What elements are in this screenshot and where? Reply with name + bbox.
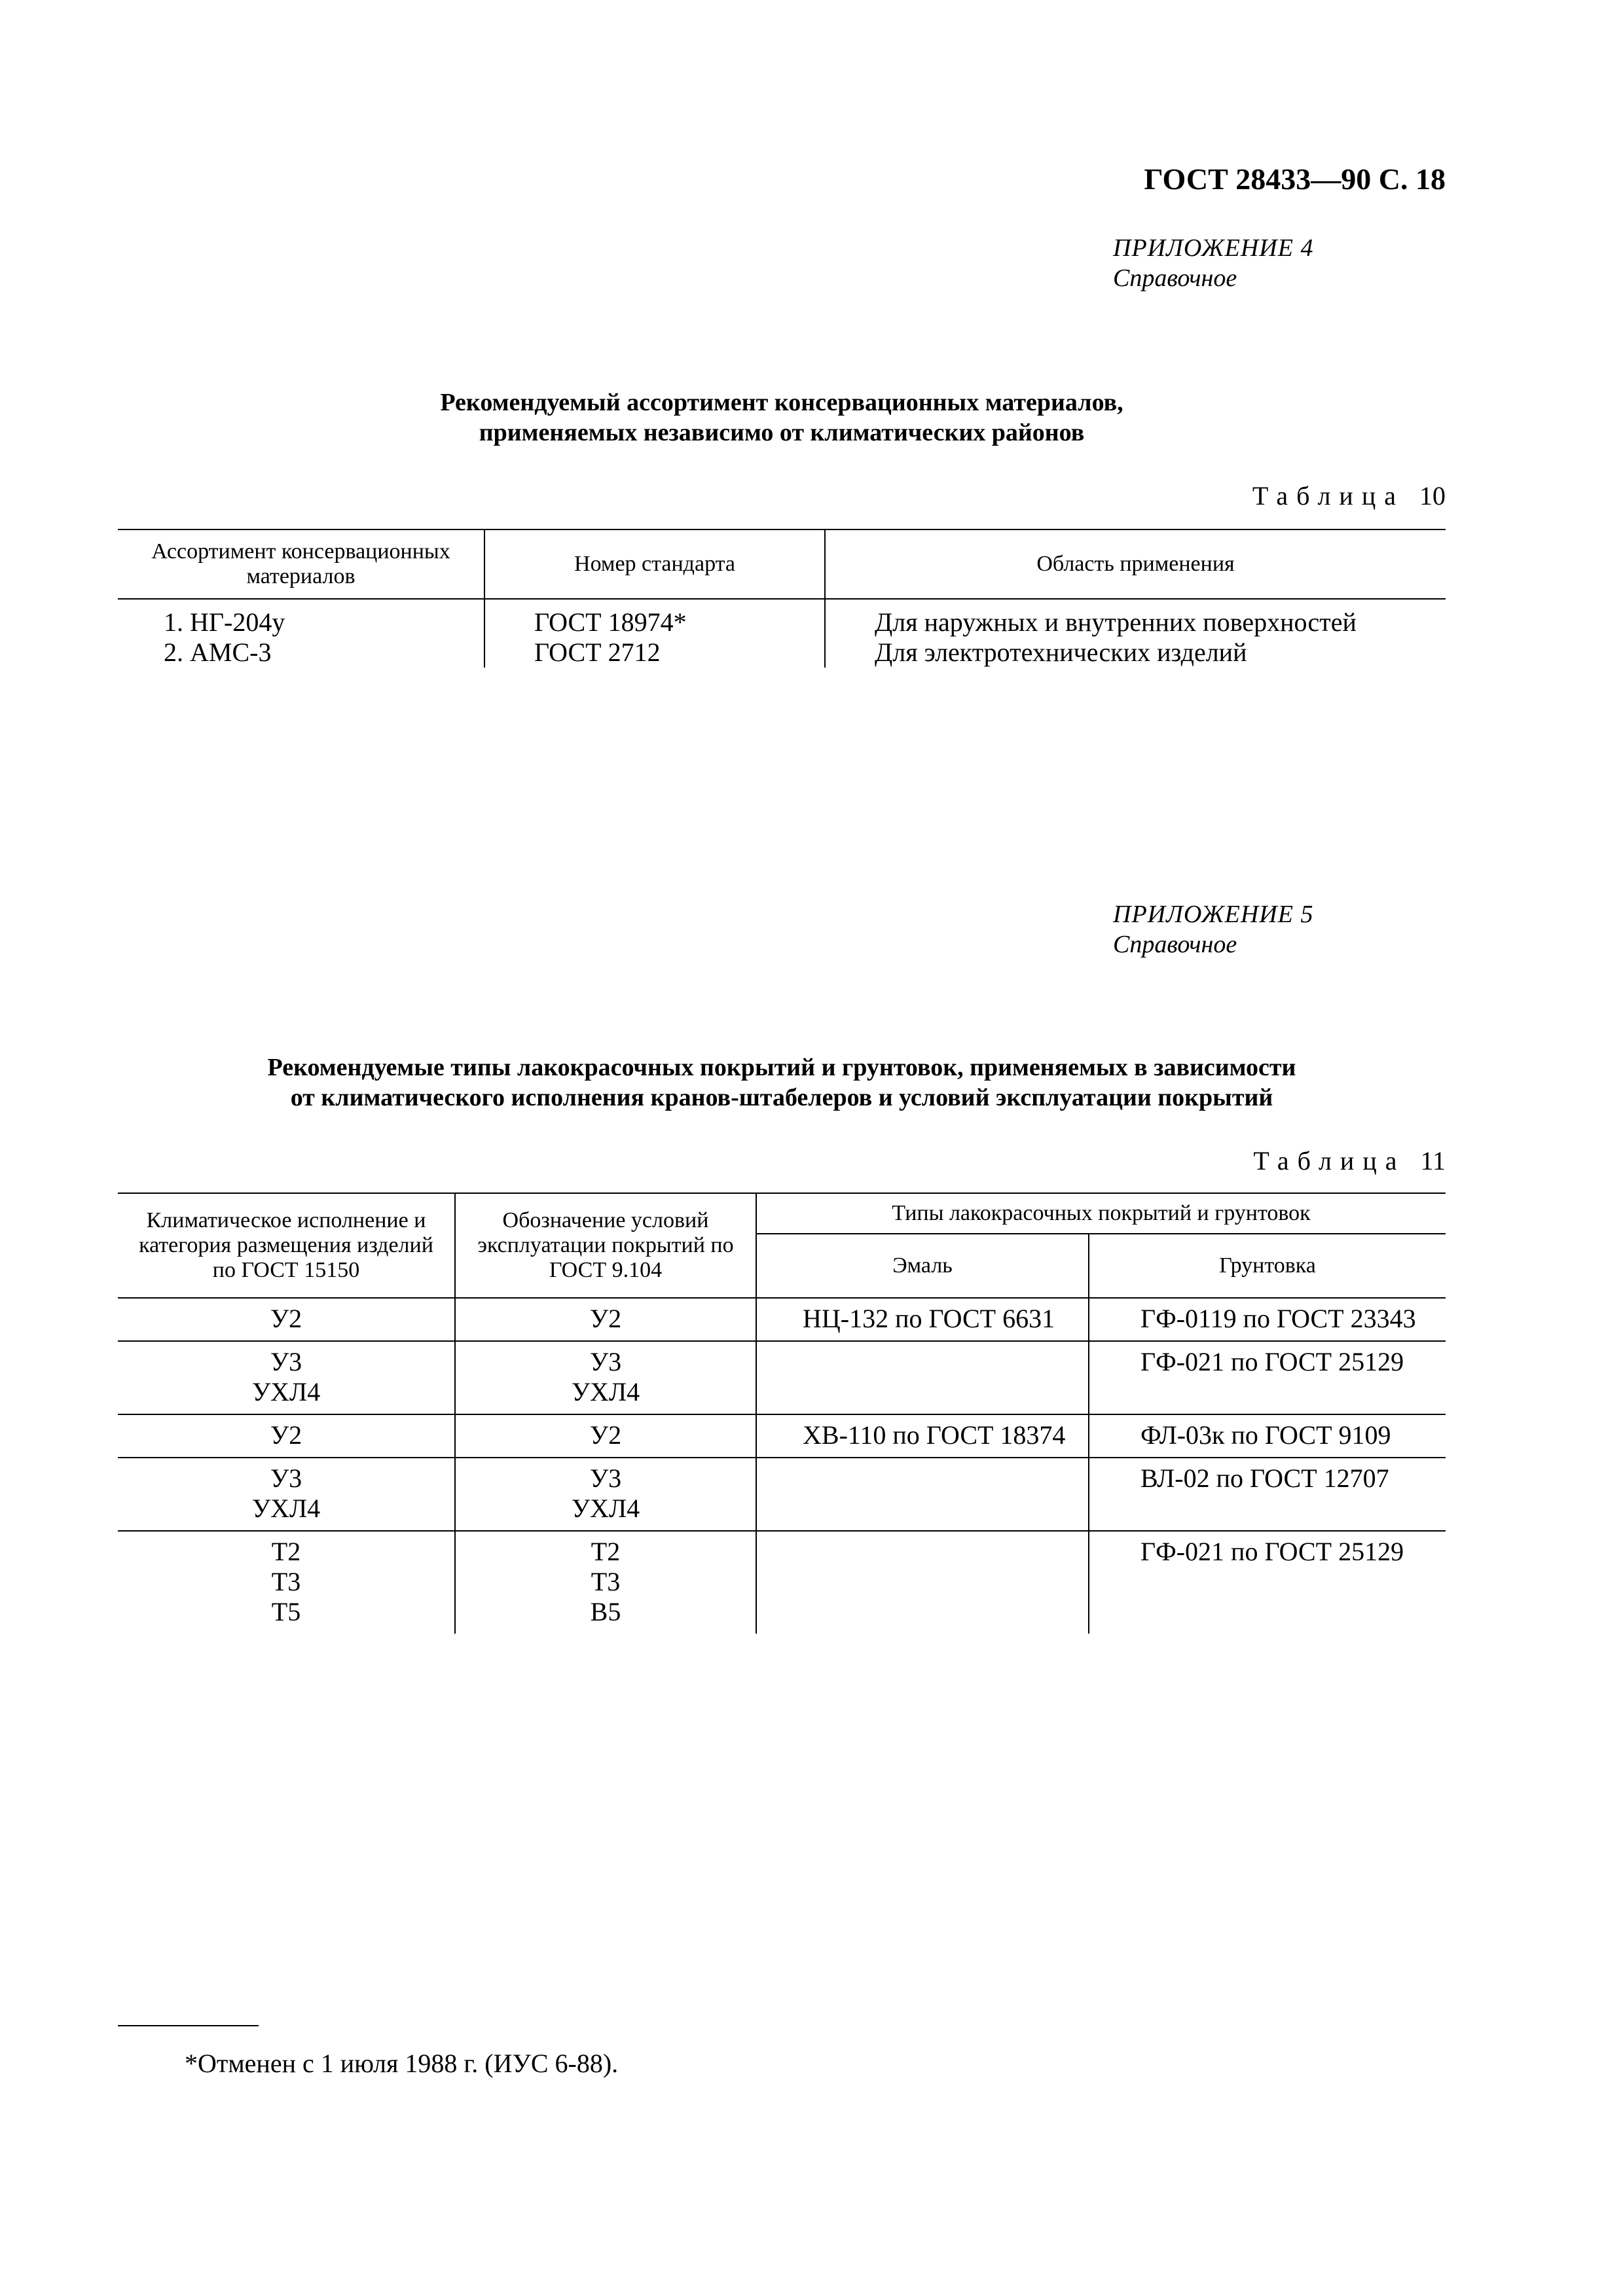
table-10-label <box>982 480 1446 512</box>
conditions-code: У3 <box>589 1463 622 1493</box>
climate-code: Т3 <box>271 1567 301 1596</box>
table-11-row <box>118 1531 1446 1634</box>
table-10-area: Для электротехнических изделий <box>875 637 1247 667</box>
table-11-enamel-cell <box>756 1458 1089 1531</box>
table-11-climate-cell <box>118 1298 455 1341</box>
appendix-4-label: ПРИЛОЖЕНИЕ 4 <box>1113 234 1314 262</box>
table-11-conditions-cell <box>455 1298 756 1341</box>
table-11-header-enamel: Эмаль <box>756 1234 1089 1298</box>
table-11-title <box>118 1052 1446 1113</box>
footnote-divider <box>118 2025 259 2026</box>
climate-code: Т2 <box>271 1537 301 1566</box>
footnote: *Отменен с 1 июля 1988 г. (ИУС 6-88). <box>185 2049 619 2078</box>
table-11-climate-cell <box>118 1531 455 1634</box>
appendix-5-block <box>1113 899 1446 960</box>
table-11-conditions-cell <box>455 1531 756 1634</box>
table-10-label-number: 10 <box>1419 481 1446 511</box>
table-11-title-line-2: от климатического исполнения кранов-штабелеров и условий эксплуатации покрытий <box>290 1084 1273 1111</box>
table-10-header-area: Область применения <box>825 529 1446 599</box>
table-10-title-line-1: Рекомендуемый ассортимент консервационных материалов, <box>440 389 1123 416</box>
table-10-material: 2. АМС-3 <box>164 637 272 667</box>
conditions-code: УХЛ4 <box>571 1494 640 1523</box>
conditions-code: В5 <box>590 1597 621 1626</box>
table-10-material: 1. НГ-204у <box>164 607 285 637</box>
table-11-enamel-cell <box>756 1341 1089 1414</box>
table-11-conditions-cell <box>455 1458 756 1531</box>
table-10-title-line-2: применяемых независимо от климатических районов <box>479 419 1085 446</box>
table-10-standard: ГОСТ 2712 <box>534 637 661 667</box>
table-11-header-types: Типы лакокрасочных покрытий и грунтовок <box>756 1193 1446 1234</box>
table-11-header-conditions: Обозначение условий эксплуатации покрытий по ГОСТ 9.104 <box>455 1193 756 1298</box>
appendix-4-type: Справочное <box>1113 264 1237 292</box>
table-11-enamel-cell: ХВ-110 по ГОСТ 18374 <box>756 1414 1089 1458</box>
appendix-4-block <box>1113 233 1446 293</box>
page-header: ГОСТ 28433—90 С. 18 <box>1144 162 1446 196</box>
table-10-header-materials: Ассортимент консервационных материалов <box>118 529 484 599</box>
conditions-code: Т3 <box>591 1567 621 1596</box>
table-11-row <box>118 1414 1446 1458</box>
table-11-header-climate: Климатическое исполнение и категория размещения изделий по ГОСТ 15150 <box>118 1193 455 1298</box>
climate-code: УХЛ4 <box>251 1377 321 1407</box>
table-11-row <box>118 1458 1446 1531</box>
table-11-header-row-1 <box>118 1193 1446 1234</box>
table-10-row <box>118 599 1446 668</box>
conditions-code: У2 <box>589 1420 622 1450</box>
appendix-5-label: ПРИЛОЖЕНИЕ 5 <box>1113 901 1314 928</box>
climate-code: У2 <box>270 1304 302 1333</box>
table-11-primer-cell: ФЛ-03к по ГОСТ 9109 <box>1089 1414 1446 1458</box>
table-10 <box>118 529 1446 668</box>
table-11-row <box>118 1341 1446 1414</box>
conditions-code: У2 <box>589 1304 622 1333</box>
table-11-enamel-cell <box>756 1531 1089 1634</box>
table-10-materials-cell <box>118 599 484 668</box>
table-11-conditions-cell <box>455 1414 756 1458</box>
appendix-5-type: Справочное <box>1113 931 1237 958</box>
table-10-standard-cell <box>484 599 825 668</box>
table-11-primer-cell: ГФ-0119 по ГОСТ 23343 <box>1089 1298 1446 1341</box>
climate-code: Т5 <box>271 1597 301 1626</box>
climate-code: УХЛ4 <box>251 1494 321 1523</box>
table-11-label <box>982 1145 1446 1177</box>
table-11-climate-cell <box>118 1458 455 1531</box>
table-11-row <box>118 1298 1446 1341</box>
table-11-label-number: 11 <box>1420 1146 1446 1175</box>
table-11-label-word: Таблица <box>1253 1146 1406 1175</box>
table-10-title <box>118 387 1446 448</box>
conditions-code: Т2 <box>591 1537 621 1566</box>
table-11-climate-cell <box>118 1341 455 1414</box>
table-11-title-line-1: Рекомендуемые типы лакокрасочных покрытий и грунтовок, применяемых в зависимости <box>267 1054 1296 1081</box>
climate-code: У2 <box>270 1420 302 1450</box>
table-10-standard: ГОСТ 18974* <box>534 607 687 637</box>
table-11-enamel-cell: НЦ-132 по ГОСТ 6631 <box>756 1298 1089 1341</box>
table-10-header-standard: Номер стандарта <box>484 529 825 599</box>
table-11-primer-cell: ГФ-021 по ГОСТ 25129 <box>1089 1341 1446 1414</box>
table-11 <box>118 1193 1446 1634</box>
table-11-primer-cell: ВЛ-02 по ГОСТ 12707 <box>1089 1458 1446 1531</box>
table-10-area-cell <box>825 599 1446 668</box>
climate-code: У3 <box>270 1347 302 1376</box>
conditions-code: УХЛ4 <box>571 1377 640 1407</box>
table-11-primer-cell: ГФ-021 по ГОСТ 25129 <box>1089 1531 1446 1634</box>
table-11-climate-cell <box>118 1414 455 1458</box>
table-10-label-word: Таблица <box>1252 481 1404 511</box>
table-10-header-row <box>118 529 1446 599</box>
table-10-area: Для наружных и внутренних поверхностей <box>875 607 1357 637</box>
conditions-code: У3 <box>589 1347 622 1376</box>
climate-code: У3 <box>270 1463 302 1493</box>
table-11-header-primer: Грунтовка <box>1089 1234 1446 1298</box>
table-11-conditions-cell <box>455 1341 756 1414</box>
